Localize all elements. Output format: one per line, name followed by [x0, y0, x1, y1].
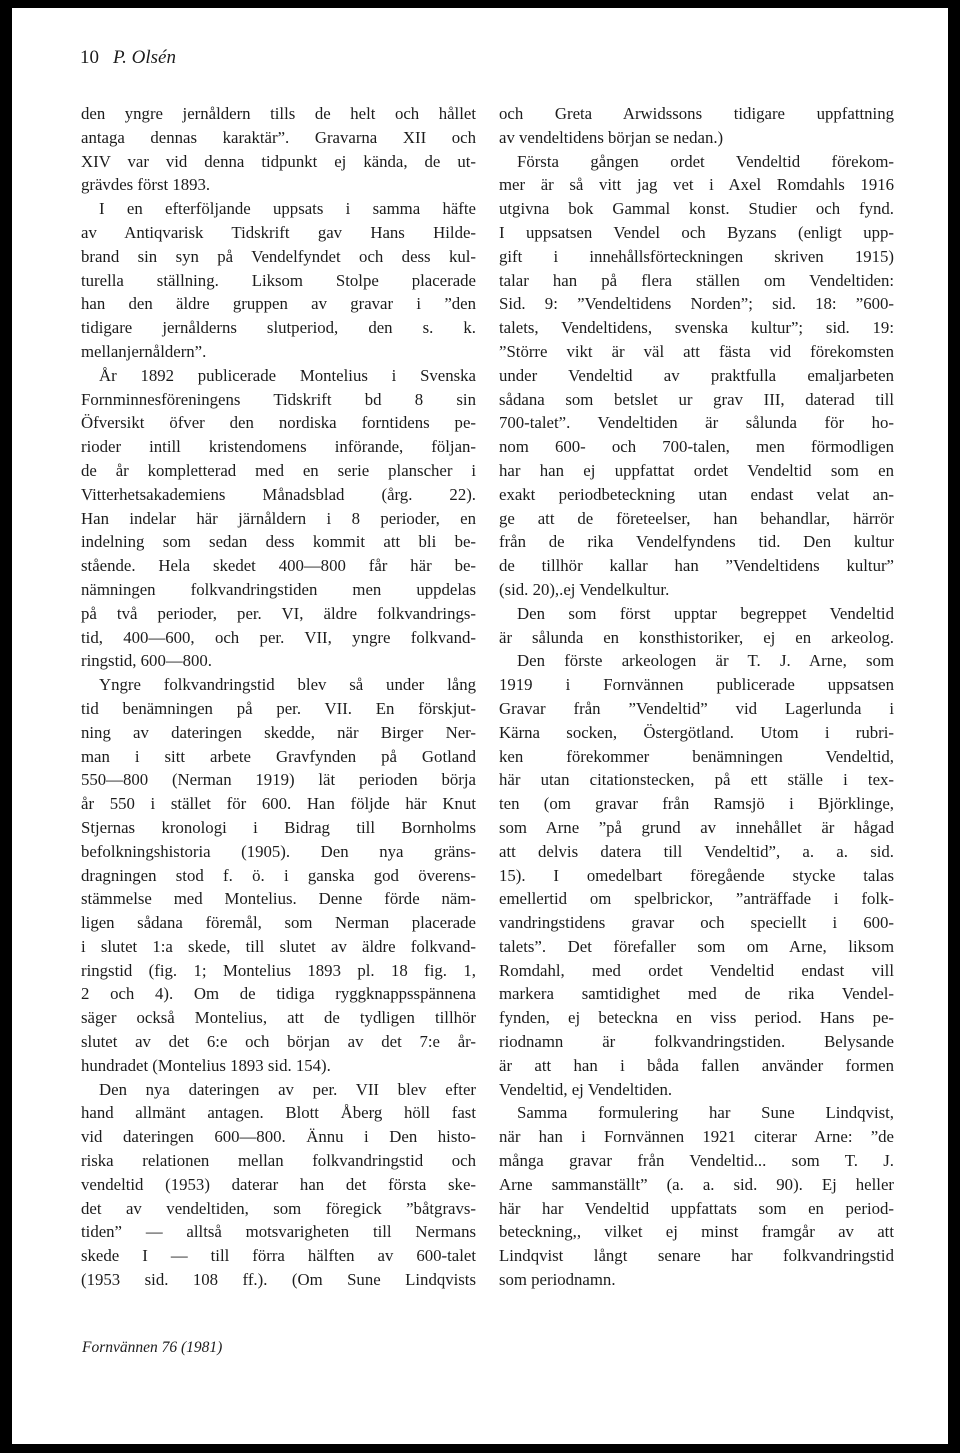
text-line: i slutet 1:a skede, till slutet av äldre folkvand-: [81, 936, 476, 956]
text-line: ringstid, 600—800.: [81, 651, 212, 671]
text-line: vendeltid (1953) daterar han det första ske-: [81, 1174, 476, 1194]
journal-footer: Fornvännen 76 (1981): [82, 1339, 223, 1356]
text-line: av vendeltidens början se nedan.): [499, 127, 724, 147]
text-line: att delvis datera till Vendeltid”, a. a. sid.: [499, 841, 894, 861]
text-line: skede I — till förra hälften av 600-talet: [81, 1246, 476, 1266]
text-line: på två perioder, per. VI, äldre folkvandrings-: [81, 603, 476, 623]
page-number: 10: [80, 47, 99, 68]
text-line: tid benämningen på per. VII. En förskjut-: [81, 698, 476, 718]
text-line: Stjernas kronologi i Bidrag till Bornholms: [81, 817, 476, 837]
text-line: ligen sådana föremål, som Nerman placerade: [81, 913, 476, 933]
text-line: slutet av det 6:e och början av det 7:e år-: [81, 1032, 476, 1052]
text-line: och Greta Arwidssons tidigare uppfattning: [499, 104, 894, 123]
text-line: här har Vendeltid uppfattats som en period-: [499, 1198, 894, 1218]
text-line: de tillhör kallar han ”Vendeltidens kultur”: [499, 556, 894, 576]
text-line: hand allmänt antagen. Blott Åberg höll fast: [81, 1103, 476, 1123]
text-line: Romdahl, med ordet Vendeltid endast vill: [499, 960, 894, 980]
text-line: har han ej uppfattat ordet Vendeltid som en: [499, 460, 894, 480]
text-line: Fornminnesföreningens Tidskrift bd 8 sin: [81, 389, 476, 409]
text-line: talets, Vendeltidens, svenska kultur”; sid. 19:: [499, 318, 894, 338]
text-line: XIV var vid denna tidpunkt ej kända, de ut-: [81, 151, 476, 171]
text-line: dragningen stod f. ö. i ganska god överens-: [81, 865, 476, 885]
text-line: utgivna bok Gammal konst. Studier och fynd.: [499, 199, 894, 219]
text-line: ken förekommer benämningen Vendeltid,: [499, 746, 894, 766]
text-line: 15). I omedelbart föregående stycke talas: [499, 865, 894, 885]
left-column: [81, 102, 476, 1292]
text-line: hundradet (Montelius 1893 sid. 154).: [81, 1055, 331, 1075]
text-line: det av vendeltiden, som föregick ”båtgravs-: [81, 1198, 476, 1218]
text-line: Den som först upptar begreppet Vendeltid: [517, 603, 894, 623]
text-line: brand sin syn på Vendelfyndet och dess kul-: [81, 246, 476, 266]
text-line: stående. Hela skedet 400—800 får här be-: [81, 556, 476, 576]
text-line: mellanjernåldern”.: [81, 341, 207, 361]
page: [12, 8, 948, 1444]
text-line: som Arne ”på grund av innehållet är hågad: [499, 817, 894, 837]
text-line: är att han i båda fallen använder formen: [499, 1055, 894, 1075]
text-line: vandringstidens gravar och speciellt i 600-: [499, 913, 894, 933]
text-line: ten (om gravar från Ramsjö i Björklinge,: [499, 794, 894, 814]
text-line: riodnamn är folkvandringstiden. Belysande: [499, 1032, 894, 1052]
running-head-author: P. Olsén: [113, 47, 176, 68]
text-line: man i sitt arbete Gravfynden på Gotland: [81, 746, 476, 766]
text-line: många gravar från Vendeltid... som T. J.: [499, 1151, 894, 1171]
text-line: Han indelar här järnåldern i 8 perioder, en: [81, 508, 476, 528]
text-line: emellertid om spelbrickor, ”anträffade i folk-: [499, 889, 894, 909]
text-line: fynden, ej beteckna en viss period. Hans pe-: [499, 1008, 894, 1028]
text-line: nom 600- och 700-talen, men förmodligen: [499, 437, 894, 457]
text-line: 1919 i Fornvännen publicerade uppsatsen: [499, 675, 894, 695]
text-line: tiden” — alltså motsvarigheten till Nermans: [81, 1222, 476, 1242]
text-line: nämningen folkvandringstiden men uppdelas: [81, 579, 476, 599]
text-line: 550—800 (Nerman 1919) lät perioden börja: [81, 770, 476, 790]
text-line: som periodnamn.: [499, 1270, 616, 1290]
text-line: Samma formulering har Sune Lindqvist,: [517, 1103, 894, 1123]
text-line: Lindqvist långt senare har folkvandringstid: [499, 1246, 894, 1266]
text-line: indelning som sedan dess kommit att bli be-: [81, 532, 476, 552]
text-line: från de rika Vendelfyndens tid. Den kultur: [499, 532, 894, 552]
text-line: stämmelse med Montelius. Denne förde näm-: [81, 889, 476, 909]
text-line: turella ställning. Liksom Stolpe placerade: [81, 270, 476, 290]
text-line: är sålunda en konsthistoriker, ej en arkeolog.: [499, 627, 894, 647]
text-line: grävdes först 1893.: [81, 175, 211, 195]
text-line: Yngre folkvandringstid blev så under lång: [99, 675, 476, 695]
text-line: rioder intill kristendomens införande, följan-: [81, 437, 476, 457]
text-line: År 1892 publicerade Montelius i Svenska: [99, 365, 476, 385]
text-line: gift i innehållsförteckningen skriven 1915): [499, 246, 894, 266]
text-line: tid, 400—600, och per. VII, yngre folkvand-: [81, 627, 476, 647]
text-line: (1953 sid. 108 ff.). (Om Sune Lindqvists: [81, 1270, 476, 1290]
text-line: tidigare jernålderns slutperiod, den s. k.: [81, 318, 476, 338]
page-header: [80, 46, 176, 70]
text-line: ringstid (fig. 1; Montelius 1893 pl. 18 fig. 1,: [81, 960, 476, 980]
text-line: vid dateringen 600—800. Ännu i Den histo-: [81, 1127, 476, 1147]
text-line: antaga dennas karaktär”. Gravarna XII och: [81, 127, 476, 147]
text-line: Arne sammanställt” (a. a. sid. 90). Ej heller: [499, 1174, 894, 1194]
text-line: den yngre jernåldern tills de helt och hållet: [81, 104, 476, 123]
text-line: år 550 i stället för 600. Han följde här Knut: [81, 794, 476, 814]
text-line: Öfversikt öfver den nordiska forntidens pe-: [81, 413, 476, 433]
text-line: ge att de företeelser, han behandlar, härrör: [499, 508, 894, 528]
text-line: Vitterhetsakademiens Månadsblad (årg. 22).: [81, 484, 476, 504]
text-line: Gravar från ”Vendeltid” vid Lagerlunda i: [499, 698, 894, 718]
text-line: Sid. 9: ”Vendeltidens Norden”; sid. 18: ”600-: [499, 294, 894, 314]
text-line: befolkningshistoria (1905). Den nya gräns-: [81, 841, 476, 861]
text-line: under Vendeltid av praktfulla emaljarbeten: [499, 365, 894, 385]
text-line: Vendeltid, ej Vendeltiden.: [499, 1079, 673, 1099]
text-line: säger också Montelius, att de tydligen tillhör: [81, 1008, 476, 1028]
text-line: Kärna socken, Östergötland. Utom i rubri-: [499, 722, 894, 742]
text-line: markera samtidighet med de rika Vendel-: [499, 984, 894, 1004]
text-line: talar han på flera ställen om Vendeltiden:: [499, 270, 894, 290]
text-line: (sid. 20),.ej Vendelkultur.: [499, 579, 670, 599]
text-line: sådana som betslet ur grav III, daterad till: [499, 389, 894, 409]
text-line: här utan citationstecken, på ett ställe i tex-: [499, 770, 894, 790]
text-line: riska relationen mellan folkvandringstid och: [81, 1151, 476, 1171]
right-column: [499, 102, 894, 1292]
text-line: han den äldre gruppen av gravar i ”den: [81, 294, 476, 314]
text-line: 2 och 4). Om de tidiga ryggknappsspännena: [81, 984, 476, 1004]
text-line: I en efterföljande uppsats i samma häfte: [99, 199, 476, 219]
text-line: talets”. Det förefaller som om Arne, liksom: [499, 936, 894, 956]
text-line: när han i Fornvännen 1921 citerar Arne: ”de: [499, 1127, 894, 1147]
text-line: de år kompletterad med en serie planscher i: [81, 460, 476, 480]
text-line: Den förste arkeologen är T. J. Arne, som: [517, 651, 894, 671]
text-line: mer är så vitt jag vet i Axel Romdahls 1916: [499, 175, 894, 195]
text-line: ”Större vikt är väl att fästa vid förekomsten: [499, 341, 894, 361]
text-line: ning av dateringen skedde, när Birger Ner-: [81, 722, 476, 742]
text-line: av Antiqvarisk Tidskrift gav Hans Hilde-: [81, 222, 476, 242]
text-line: exakt periodbeteckning utan endast velat an-: [499, 484, 894, 504]
text-line: Första gången ordet Vendeltid förekom-: [517, 151, 894, 171]
text-line: 700-talet”. Vendeltiden är sålunda för ho-: [499, 413, 894, 433]
text-line: I uppsatsen Vendel och Byzans (enligt upp-: [499, 222, 894, 242]
text-line: beteckning,, vilket ej minst framgår av att: [499, 1222, 894, 1242]
text-line: Den nya dateringen av per. VII blev efter: [99, 1079, 476, 1099]
